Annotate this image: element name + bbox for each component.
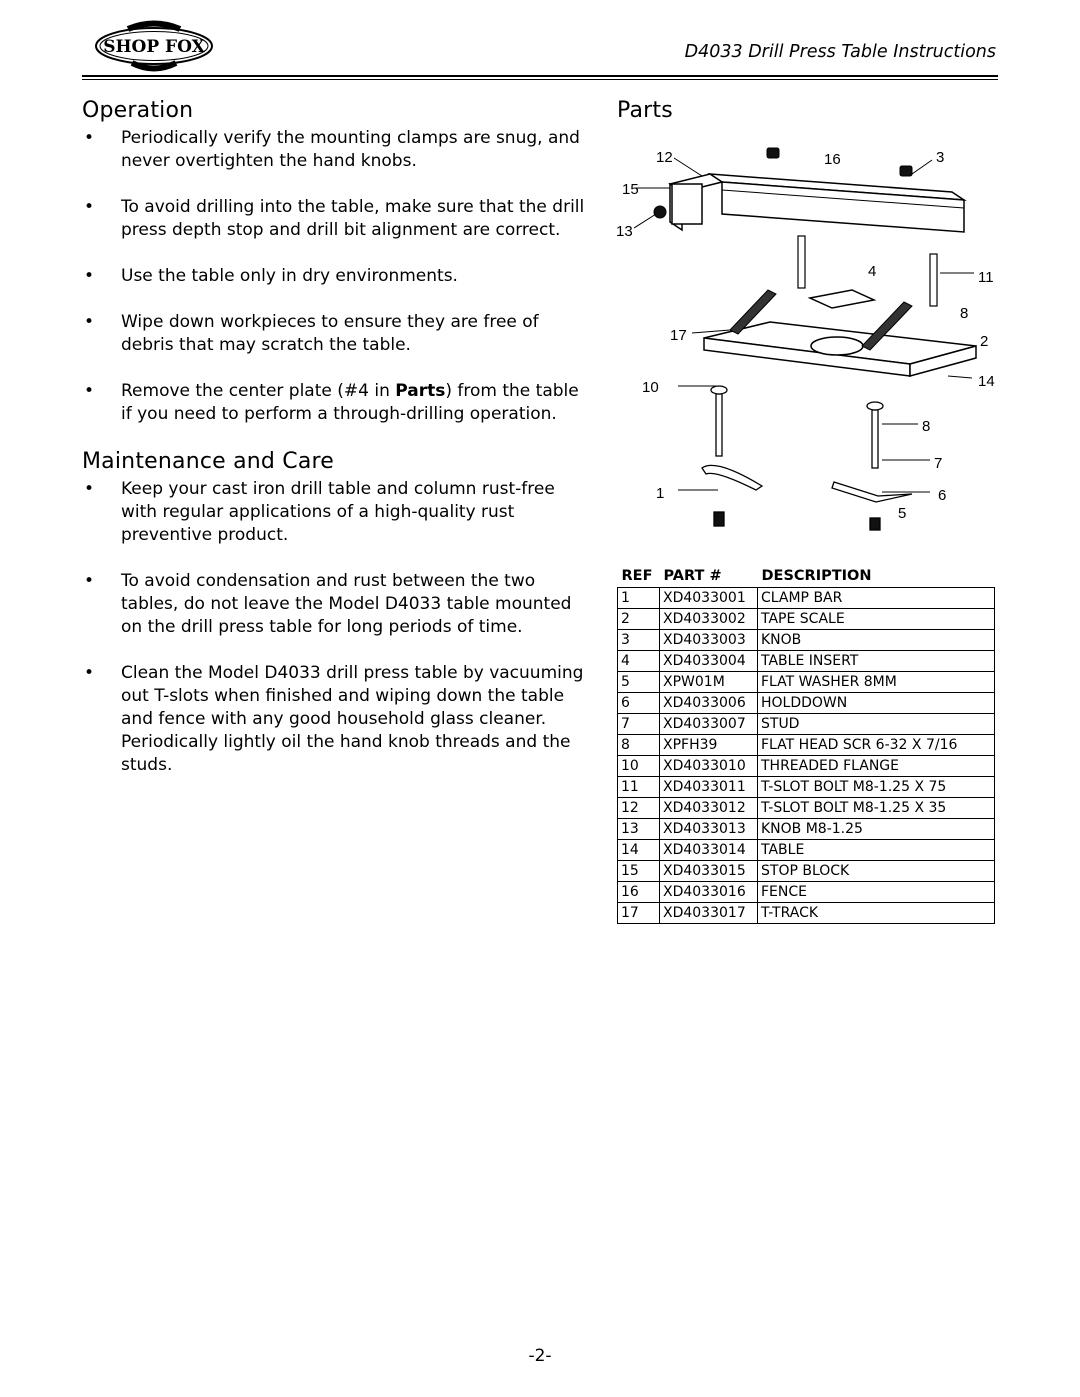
part-number-cell: XD4033012 <box>660 798 758 819</box>
parts-table-body <box>618 588 995 924</box>
table-row <box>618 693 995 714</box>
description-cell: CLAMP BAR <box>758 588 995 609</box>
description-cell: TABLE <box>758 840 995 861</box>
part-number-cell: XD4033011 <box>660 777 758 798</box>
table-insert-drawing <box>810 290 874 308</box>
table-row <box>618 588 995 609</box>
callout-13: 13 <box>616 223 633 240</box>
list-item: • To avoid drilling into the table, make sure that the drill press depth stop and drill bit alignment are correct. <box>84 197 585 240</box>
part-number-cell: XD4033002 <box>660 609 758 630</box>
callout-3: 3 <box>936 149 945 166</box>
description-cell: THREADED FLANGE <box>758 756 995 777</box>
ref-cell: 12 <box>618 798 660 819</box>
maintenance-heading: Maintenance and Care <box>82 449 334 474</box>
part-number-cell: XD4033004 <box>660 651 758 672</box>
ref-cell: 5 <box>618 672 660 693</box>
list-item: • Remove the center plate (#4 in Parts) from the table if you need to perform a through-drilling operation. <box>84 381 579 424</box>
list-item: • Wipe down workpieces to ensure they are free of debris that may scratch the table. <box>84 312 539 355</box>
description-cell: HOLDDOWN <box>758 693 995 714</box>
table-row <box>618 651 995 672</box>
part-number-cell: XPW01M <box>660 672 758 693</box>
ref-cell: 4 <box>618 651 660 672</box>
part-number-cell: XD4033014 <box>660 840 758 861</box>
table-row <box>618 840 995 861</box>
table-row <box>618 777 995 798</box>
list-item: • Periodically verify the mounting clamps are snug, and never overtighten the hand knobs. <box>84 128 580 171</box>
left-column <box>82 98 594 800</box>
document-title: D4033 Drill Press Table Instructions <box>684 42 996 62</box>
parts-table <box>617 568 995 924</box>
callout-15: 15 <box>622 181 639 198</box>
description-cell: FENCE <box>758 882 995 903</box>
description-cell: T-TRACK <box>758 903 995 924</box>
shop-fox-logo <box>92 20 216 76</box>
ref-cell: 1 <box>618 588 660 609</box>
parts-table-header <box>618 568 995 588</box>
description-cell: T-SLOT BOLT M8-1.25 X 75 <box>758 777 995 798</box>
table-row <box>618 882 995 903</box>
list-item: • To avoid condensation and rust between the two tables, do not leave the Model D4033 table mounted on the drill press table for long periods of time. <box>84 571 572 637</box>
description-cell: STUD <box>758 714 995 735</box>
table-row <box>618 630 995 651</box>
ref-cell: 2 <box>618 609 660 630</box>
description-cell: TAPE SCALE <box>758 609 995 630</box>
ref-cell: 17 <box>618 903 660 924</box>
parts-reference: Parts <box>395 381 446 401</box>
description-cell: STOP BLOCK <box>758 861 995 882</box>
part-number-cell: XD4033007 <box>660 714 758 735</box>
callout-11: 11 <box>978 269 994 286</box>
table-row <box>618 756 995 777</box>
operation-heading: Operation <box>82 98 194 123</box>
table-row <box>618 672 995 693</box>
parts-diagram <box>612 140 1012 540</box>
holddown-drawings <box>702 386 912 530</box>
header-part-number: PART # <box>663 568 722 584</box>
page-number: -2- <box>528 1346 552 1366</box>
ref-cell: 11 <box>618 777 660 798</box>
description-cell: KNOB <box>758 630 995 651</box>
header-rule-thin <box>82 79 998 80</box>
list-item: • Keep your cast iron drill table and column rust-free with regular applications of a high-quality rust preventive product. <box>84 479 555 545</box>
description-cell: KNOB M8-1.25 <box>758 819 995 840</box>
ref-cell: 6 <box>618 693 660 714</box>
ref-cell: 13 <box>618 819 660 840</box>
ref-cell: 15 <box>618 861 660 882</box>
part-number-cell: XD4033015 <box>660 861 758 882</box>
header-ref: REF <box>621 568 653 584</box>
operation-list <box>82 127 594 426</box>
list-item: • Clean the Model D4033 drill press table by vacuuming out T-slots when finished and wiping down the table and fence with any good household glass cleaner. Periodically lightly oil the hand knob threads and the studs. <box>84 663 584 775</box>
description-cell: T-SLOT BOLT M8-1.25 X 35 <box>758 798 995 819</box>
part-number-cell: XD4033013 <box>660 819 758 840</box>
part-number-cell: XD4033017 <box>660 903 758 924</box>
callout-4: 4 <box>868 263 877 280</box>
ref-cell: 16 <box>618 882 660 903</box>
callout-2: 2 <box>980 333 989 350</box>
description-cell: TABLE INSERT <box>758 651 995 672</box>
part-number-cell: XD4033006 <box>660 693 758 714</box>
table-row <box>618 735 995 756</box>
callout-5: 5 <box>898 505 907 522</box>
callout-1: 1 <box>656 485 665 502</box>
ref-cell: 10 <box>618 756 660 777</box>
table-row <box>618 714 995 735</box>
callout-14: 14 <box>978 373 995 390</box>
description-cell: FLAT HEAD SCR 6-32 X 7/16 <box>758 735 995 756</box>
header-rule <box>82 75 998 77</box>
part-number-cell: XD4033010 <box>660 756 758 777</box>
table-row <box>618 903 995 924</box>
ref-cell: 3 <box>618 630 660 651</box>
ref-cell: 14 <box>618 840 660 861</box>
callout-16: 16 <box>824 151 841 168</box>
maintenance-list <box>82 478 594 777</box>
part-number-cell: XD4033003 <box>660 630 758 651</box>
table-row <box>618 798 995 819</box>
part-number-cell: XD4033016 <box>660 882 758 903</box>
callout-8b: 8 <box>922 418 931 435</box>
table-row <box>618 861 995 882</box>
callout-7: 7 <box>934 455 943 472</box>
parts-heading: Parts <box>617 98 673 123</box>
callout-12: 12 <box>656 149 673 166</box>
table-row <box>618 609 995 630</box>
callout-6: 6 <box>938 487 947 504</box>
logo-text: SHOP FOX <box>103 37 205 57</box>
header-description: DESCRIPTION <box>761 568 872 584</box>
callout-17: 17 <box>670 327 687 344</box>
callout-8: 8 <box>960 305 969 322</box>
table-drawing <box>704 322 976 376</box>
ref-cell: 8 <box>618 735 660 756</box>
callout-10: 10 <box>642 379 659 396</box>
part-number-cell: XPFH39 <box>660 735 758 756</box>
list-item: • Use the table only in dry environments. <box>84 266 458 286</box>
description-cell: FLAT WASHER 8MM <box>758 672 995 693</box>
part-number-cell: XD4033001 <box>660 588 758 609</box>
table-row <box>618 819 995 840</box>
fence-drawing <box>670 174 964 232</box>
ref-cell: 7 <box>618 714 660 735</box>
